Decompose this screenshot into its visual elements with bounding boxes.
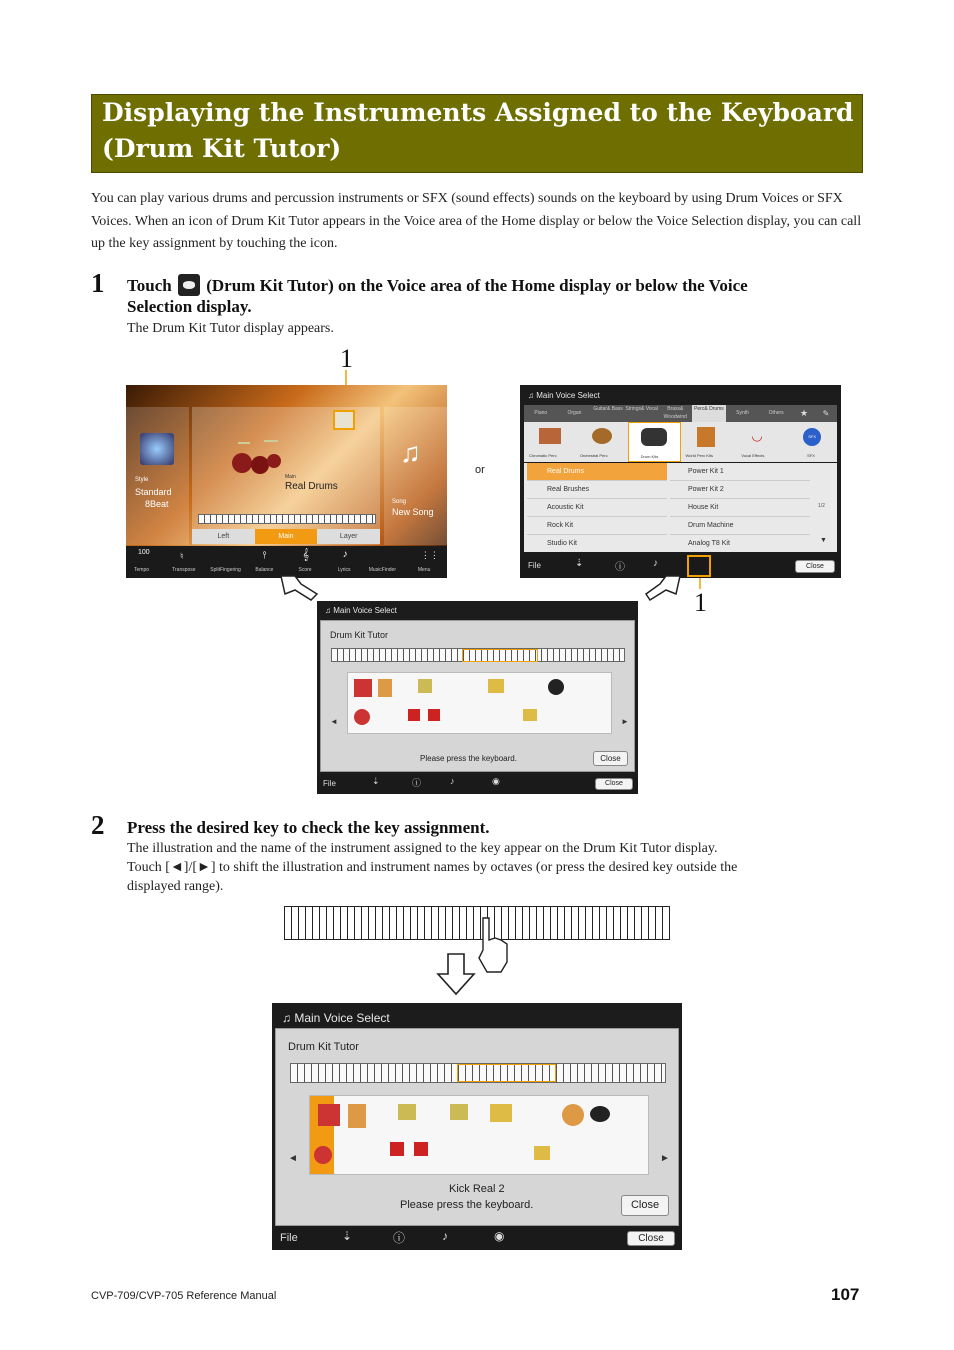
tutor-small-instrument-grid[interactable]	[347, 672, 612, 734]
voice-item-analog-t8-kit[interactable]: Analog T8 Kit	[688, 540, 730, 547]
step1-title	[127, 274, 847, 317]
tutor-small-keyboard[interactable]	[331, 648, 625, 662]
step2-body	[127, 839, 857, 896]
page-indicator: 1/2	[818, 503, 825, 509]
pointing-hand-icon	[475, 914, 511, 974]
page-down-icon[interactable]: ▼	[820, 537, 827, 544]
voice-item-real-brushes[interactable]: Real Brushes	[527, 481, 667, 499]
subcategory-row	[524, 422, 837, 462]
voice-item-acoustic-kit[interactable]: Acoustic Kit	[527, 499, 667, 517]
tutor-small-file-button[interactable]: File	[323, 779, 336, 788]
tutor-large-file-button[interactable]: File	[280, 1232, 298, 1244]
tutor-large-instrument-name: Kick Real 2	[449, 1183, 505, 1195]
category-guitar-bass[interactable]: Guitar& Bass	[593, 406, 623, 412]
tutor-small-footer-close[interactable]: Close	[595, 778, 633, 790]
menu-lyrics[interactable]: ♪ Lyrics	[337, 549, 351, 573]
category-others[interactable]: Others	[768, 410, 784, 416]
step1-body: The Drum Kit Tutor display appears.	[127, 321, 334, 336]
style-panel[interactable]	[126, 407, 189, 545]
tutor-large-drum-icon[interactable]: ◉	[494, 1229, 505, 1243]
step1-title-b: (Drum Kit Tutor) on the Voice area of the Home display or below the Voice	[206, 276, 748, 295]
voice-item-rock-kit[interactable]: Rock Kit	[527, 517, 667, 535]
menu-musicfinder[interactable]: MusicFinder	[368, 567, 396, 573]
menu-balance[interactable]: ⫯ Balance	[255, 550, 274, 573]
style-small-label: Style	[135, 477, 149, 483]
style-name: Standard 8Beat	[135, 487, 172, 509]
menu-menu[interactable]: ⋮⋮ Menu	[417, 550, 439, 573]
manual-name: CVP-709/CVP-705 Reference Manual	[91, 1290, 277, 1302]
song-small-label: Song	[392, 499, 407, 505]
step2-body-1: The illustration and the name of the instrument assigned to the key appear on the Drum Kit Tutor display.	[127, 841, 718, 856]
section-title-line2: (Drum Kit Tutor)	[102, 134, 342, 163]
tutor-large-next-arrow[interactable]: ►	[660, 1153, 670, 1164]
step2-title: Press the desired key to check the key assignment.	[127, 818, 490, 837]
arrow-down-left-icon	[640, 572, 684, 608]
tutor-small-range-highlight	[462, 649, 538, 662]
voice-list	[524, 463, 837, 552]
speaker-icon[interactable]: ♪	[653, 558, 658, 569]
tutor-large-speaker-icon[interactable]: ♪	[442, 1229, 448, 1243]
tutor-large-footer	[272, 1226, 682, 1250]
voice-list-col2	[670, 463, 810, 552]
arrow-down-icon	[436, 952, 476, 996]
drum-kit-image	[230, 437, 282, 475]
category-perc-drums[interactable]: Perc& Drums	[692, 405, 726, 422]
tutor-small-download-icon[interactable]: ⇣	[372, 776, 380, 786]
menu-score[interactable]: 𝄞 Score	[298, 549, 312, 573]
callout-1-voice-select: 1	[694, 588, 707, 617]
tutor-large-keyboard[interactable]	[290, 1063, 666, 1083]
drum-kit-tutor-screen-small	[317, 601, 638, 794]
tutor-large-panel	[275, 1028, 679, 1226]
tutor-small-title: Drum Kit Tutor	[330, 630, 389, 640]
home-screen	[126, 385, 447, 578]
tutor-small-next-arrow[interactable]: ►	[621, 717, 629, 726]
edit-icon[interactable]: ✎	[822, 409, 830, 418]
drum-kit-tutor-icon	[178, 274, 200, 296]
category-brass-woodwind[interactable]: Brass& Woodwind	[663, 406, 687, 420]
subcat-drum-kits[interactable]: Drum Kits	[628, 422, 682, 462]
tutor-small-info-icon[interactable]: ⓘ	[412, 778, 422, 788]
tutor-large-title: Drum Kit Tutor	[288, 1041, 359, 1053]
tab-left[interactable]: Left	[192, 529, 255, 544]
part-tabs	[192, 529, 380, 544]
voice-item-power-kit-2[interactable]: Power Kit 2	[670, 481, 810, 499]
voice-list-col1	[527, 463, 667, 552]
voice-item-power-kit-1[interactable]: Power Kit 1	[670, 463, 810, 481]
tutor-large-close-button[interactable]: Close	[621, 1195, 669, 1216]
drum-kit-tutor-icon-home[interactable]	[333, 410, 355, 430]
main-small-label: Main	[285, 474, 296, 480]
song-panel[interactable]	[384, 407, 447, 545]
page-number: 107	[831, 1285, 860, 1304]
subcat-sfx[interactable]: SFX SFX	[785, 422, 837, 462]
tab-layer[interactable]: Layer	[317, 529, 380, 544]
home-keyboard	[198, 514, 376, 524]
subcat-orchestral-perc[interactable]: Orchestral Perc	[576, 422, 628, 462]
main-voice-panel[interactable]	[192, 407, 380, 545]
subcat-vocal-effects[interactable]: ◡ Vocal Effects	[741, 428, 765, 458]
download-icon[interactable]: ⇣	[575, 558, 584, 569]
category-tabs	[524, 405, 837, 422]
tutor-small-speaker-icon[interactable]: ♪	[450, 776, 455, 786]
callout-1-home: 1	[340, 344, 353, 373]
tutor-large-download-icon[interactable]: ⇣	[342, 1229, 353, 1243]
subcat-chromatic-perc[interactable]: Chromatic Perc	[524, 422, 576, 462]
tutor-large-message: Please press the keyboard.	[400, 1199, 534, 1211]
tutor-large-prev-arrow[interactable]: ◄	[288, 1153, 298, 1164]
step2-body-2: Touch [◄]/[►] to shift the illustration and instrument names by octaves (or press the desired key outside the	[127, 860, 738, 875]
section-title-line1: Displaying the Instruments Assigned to the Keyboard	[102, 98, 854, 127]
tutor-small-drum-icon[interactable]: ◉	[492, 776, 500, 786]
drum-kit-tutor-icon-voice-select[interactable]	[687, 555, 711, 577]
voice-select-screen	[520, 385, 841, 578]
menu-transpose[interactable]: ♮ Transpose	[172, 551, 196, 573]
main-voice-name: Real Drums	[285, 481, 338, 492]
voice-item-house-kit[interactable]: House Kit	[670, 499, 810, 517]
music-note-icon: ♫	[400, 437, 421, 468]
favorite-star-icon[interactable]: ★	[799, 408, 809, 418]
file-button[interactable]: File	[528, 561, 541, 570]
category-synth[interactable]: Synth	[736, 410, 749, 416]
tutor-small-footer	[317, 774, 638, 794]
step2-body-3: displayed range).	[127, 879, 224, 894]
menu-splitfingering[interactable]: SplitFingering	[210, 567, 241, 573]
voice-item-drum-machine[interactable]: Drum Machine	[670, 517, 810, 535]
tutor-large-info-icon[interactable]: ⓘ	[393, 1231, 406, 1245]
step1-number: 1	[91, 268, 105, 298]
category-piano[interactable]: Piano	[534, 410, 548, 416]
drum-kit-tutor-screen-large	[272, 1003, 682, 1250]
voice-select-title: ♫ Main Voice Select	[528, 391, 600, 400]
subcat-world-perc-kits[interactable]: World Perc Kits	[681, 422, 733, 462]
tutor-large-header: ♫ Main Voice Select	[282, 1011, 390, 1025]
section-title	[102, 95, 854, 167]
style-image	[140, 433, 174, 465]
step1-title-a: Touch	[127, 276, 172, 295]
intro-paragraph: You can play various drums and percussion instruments or SFX (sound effects) sounds on the keyboard by using Drum Voices or SFX Voices. When an icon of Drum Kit Tutor appears in the Voice area of the Home display or below the Voice Selection display, you can call up the key assignment by touching the icon.	[91, 191, 862, 251]
voice-item-studio-kit[interactable]: Studio Kit	[547, 540, 577, 547]
sfx-badge: SFX	[803, 428, 821, 446]
tutor-small-header: ♫ Main Voice Select	[325, 606, 397, 615]
or-label: or	[475, 464, 485, 476]
voice-item-real-drums[interactable]: Real Drums	[527, 463, 667, 481]
tutor-small-prev-arrow[interactable]: ◄	[330, 717, 338, 726]
tutor-small-message: Please press the keyboard.	[420, 754, 517, 763]
tutor-large-instrument-grid[interactable]	[309, 1095, 649, 1175]
section-title-bar	[91, 94, 863, 173]
info-icon[interactable]: ⓘ	[615, 562, 625, 573]
tutor-small-close-button[interactable]: Close	[593, 751, 628, 766]
tutor-large-footer-close[interactable]: Close	[627, 1231, 675, 1246]
tutor-small-panel	[320, 620, 635, 772]
step1-title-c: Selection display.	[127, 297, 252, 316]
voice-select-close-button[interactable]: Close	[795, 560, 835, 573]
step2-number: 2	[91, 810, 105, 840]
menu-tempo[interactable]: 100 Tempo	[134, 549, 150, 573]
tutor-large-range-highlight	[457, 1064, 556, 1082]
tab-main[interactable]: Main	[255, 529, 318, 544]
category-strings-vocal[interactable]: Strings& Vocal	[625, 406, 658, 412]
category-organ[interactable]: Organ	[567, 410, 582, 416]
song-name: New Song	[392, 507, 434, 517]
